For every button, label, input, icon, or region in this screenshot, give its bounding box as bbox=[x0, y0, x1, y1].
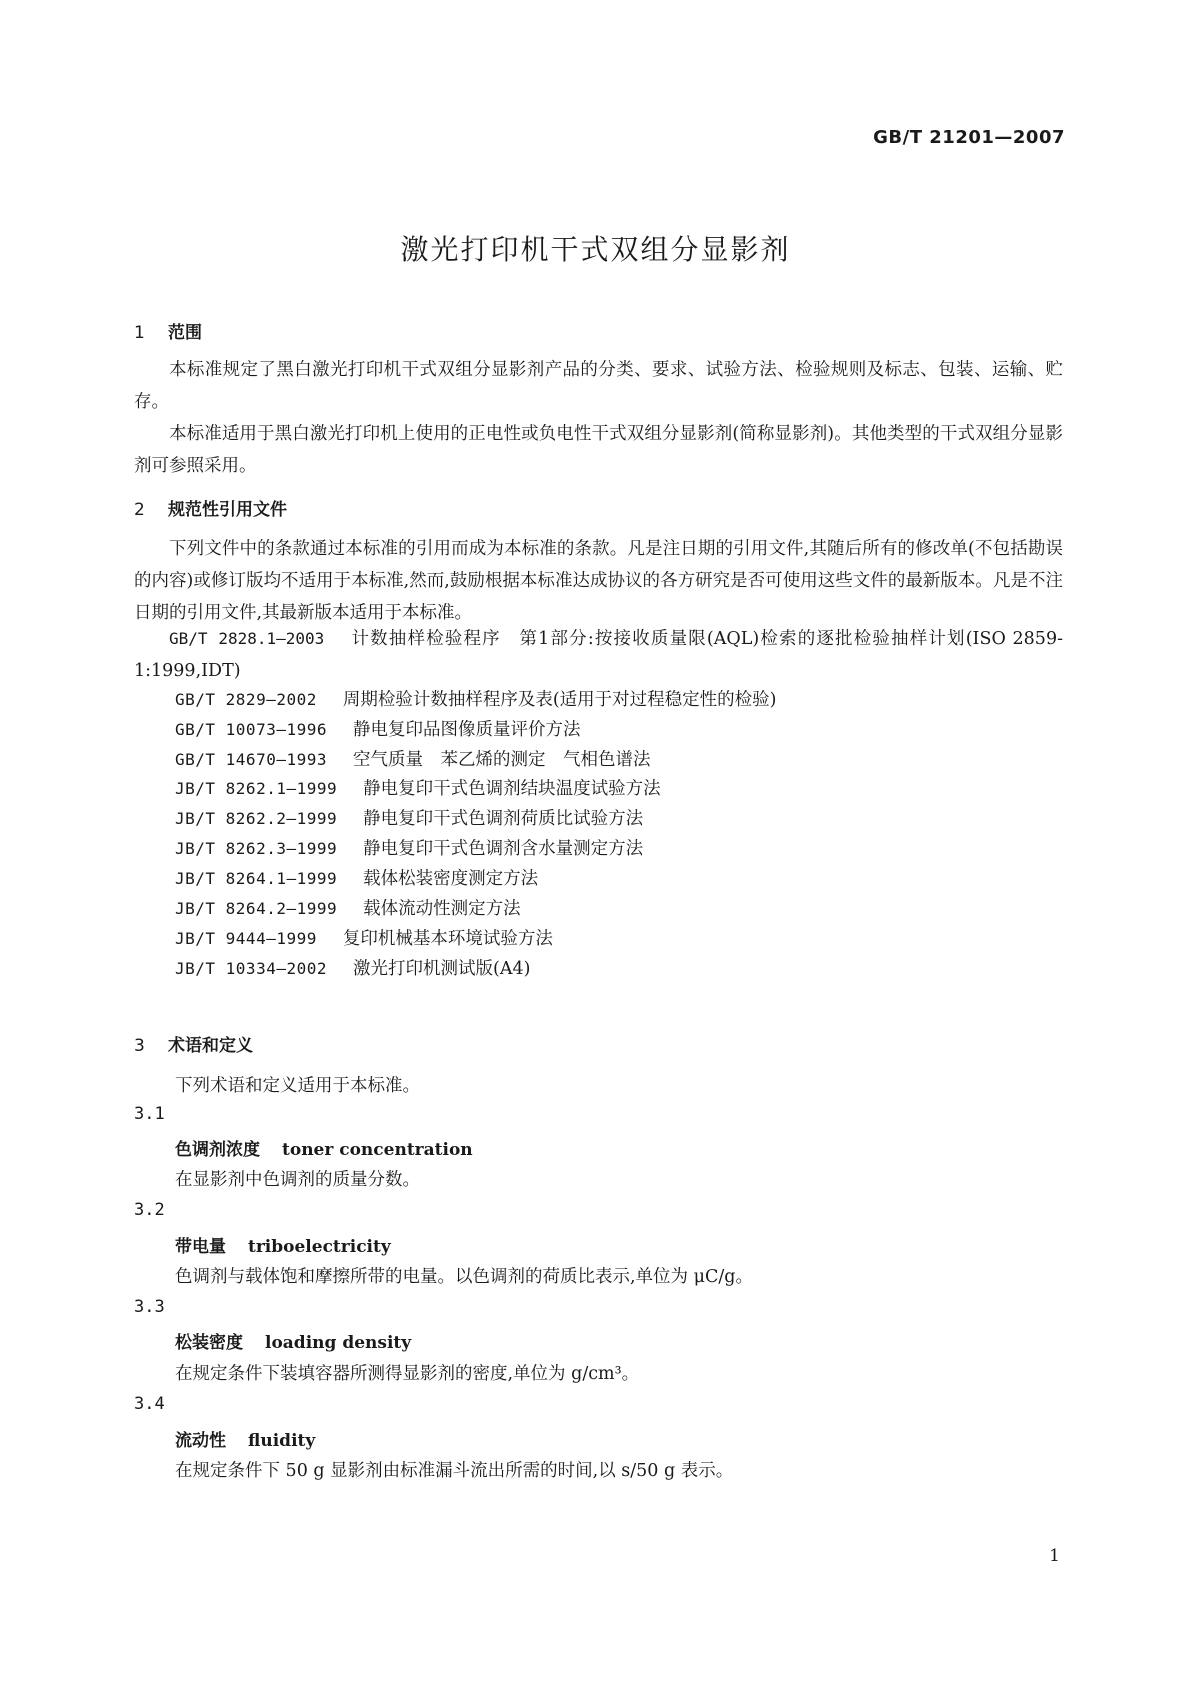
term-zh: 带电量 bbox=[175, 1237, 226, 1257]
reference-item bbox=[175, 985, 201, 1005]
term-number: 3.1 bbox=[134, 1104, 165, 1124]
term-definition: 在显影剂中色调剂的质量分数。 bbox=[175, 1170, 420, 1190]
reference-code: GB/T 2828.1—2003 bbox=[169, 629, 325, 648]
reference-code: JB/T 8262.2—1999 bbox=[175, 809, 338, 828]
section-title: 范围 bbox=[168, 323, 202, 343]
reference-item bbox=[175, 686, 777, 711]
term-zh: 流动性 bbox=[175, 1431, 226, 1451]
reference-code: JB/T 8264.2—1999 bbox=[175, 899, 338, 918]
reference-title: 周期检验计数抽样程序及表(适用于对过程稳定性的检验) bbox=[342, 690, 777, 710]
reference-code: GB/T 10073—1996 bbox=[175, 720, 327, 739]
term-heading bbox=[175, 1135, 473, 1160]
term-en: loading density bbox=[265, 1333, 412, 1353]
reference-item bbox=[175, 925, 553, 950]
reference-item bbox=[175, 955, 530, 980]
reference-title: 载体流动性测定方法 bbox=[363, 899, 521, 919]
reference-item bbox=[175, 775, 661, 800]
reference-code: JB/T 8262.3—1999 bbox=[175, 839, 338, 858]
section-title: 规范性引用文件 bbox=[168, 500, 287, 520]
section-heading-normative-references bbox=[134, 495, 287, 520]
term-number: 3.3 bbox=[134, 1297, 165, 1317]
term-definition: 在规定条件下 50 g 显影剂由标准漏斗流出所需的时间,以 s/50 g 表示。 bbox=[175, 1461, 734, 1481]
reference-code: JB/T 8262.1—1999 bbox=[175, 779, 338, 798]
term-en: triboelectricity bbox=[248, 1237, 391, 1257]
section-heading-terms-and-definitions bbox=[134, 1031, 253, 1056]
section-heading-scope bbox=[134, 318, 202, 343]
term-en: toner concentration bbox=[282, 1140, 473, 1160]
reference-title: 复印机械基本环境试验方法 bbox=[342, 929, 553, 949]
reference-item bbox=[175, 716, 581, 741]
section-number: 1 bbox=[134, 323, 145, 343]
section-number: 2 bbox=[134, 500, 145, 520]
paragraph: 下列文件中的条款通过本标准的引用而成为本标准的条款。凡是注日期的引用文件,其随后所有的修改单(不包括勘误的内容)或修订版均不适用于本标准,然而,鼓励根据本标准达成协议的各方研究是否可使用这些文件的最新版本。凡是不注日期的引用文件,其最新版本适用于本标准。 bbox=[134, 539, 1063, 623]
section-number: 3 bbox=[134, 1036, 145, 1056]
standard-number: GB/T 21201—2007 bbox=[873, 127, 1065, 148]
term-definition: 在规定条件下装填容器所测得显影剂的密度,单位为 g/cm³。 bbox=[175, 1364, 640, 1384]
reference-code: JB/T 8264.1—1999 bbox=[175, 869, 338, 888]
reference-code: JB/T 9444—1999 bbox=[175, 929, 317, 948]
reference-code: GB/T 2829—2002 bbox=[175, 690, 317, 709]
term-zh: 松装密度 bbox=[175, 1333, 243, 1353]
section-title: 术语和定义 bbox=[168, 1036, 253, 1056]
reference-code: GB/T 14670—1993 bbox=[175, 750, 327, 769]
reference-item bbox=[175, 865, 538, 890]
reference-code: JB/T 10334—2002 bbox=[175, 959, 327, 978]
reference-title: 计数抽样检验程序 第1部分:按接收质量限(AQL)检索的逐批检验抽样计划(ISO 2859-1:1999,IDT) bbox=[134, 629, 1063, 681]
term-zh: 色调剂浓度 bbox=[175, 1140, 260, 1160]
term-heading bbox=[175, 1232, 391, 1257]
reference-title: 静电复印品图像质量评价方法 bbox=[353, 720, 581, 740]
reference-title: 静电复印干式色调剂结块温度试验方法 bbox=[363, 779, 661, 799]
paragraph: 本标准规定了黑白激光打印机干式双组分显影剂产品的分类、要求、试验方法、检验规则及标志、包装、运输、贮存。 bbox=[134, 360, 1063, 412]
reference-title: 空气质量 苯乙烯的测定 气相色谱法 bbox=[353, 750, 651, 770]
term-heading bbox=[175, 1426, 315, 1451]
paragraph: 本标准适用于黑白激光打印机上使用的正电性或负电性干式双组分显影剂(简称显影剂)。其他类型的干式双组分显影剂可参照采用。 bbox=[134, 424, 1063, 476]
page-number: 1 bbox=[1049, 1546, 1060, 1566]
term-number: 3.4 bbox=[134, 1394, 165, 1414]
reference-item bbox=[175, 895, 521, 920]
reference-title: 载体松装密度测定方法 bbox=[363, 869, 539, 889]
term-number: 3.2 bbox=[134, 1200, 165, 1220]
reference-title: 静电复印干式色调剂荷质比试验方法 bbox=[363, 809, 644, 829]
reference-title: 静电复印干式色调剂含水量测定方法 bbox=[363, 839, 644, 859]
term-en: fluidity bbox=[248, 1431, 316, 1451]
reference-item bbox=[175, 805, 643, 830]
reference-item bbox=[134, 623, 1063, 687]
reference-item bbox=[175, 835, 643, 860]
section-intro: 下列术语和定义适用于本标准。 bbox=[175, 1076, 420, 1096]
term-heading bbox=[175, 1328, 411, 1353]
reference-title: 激光打印机测试版(A4) bbox=[353, 959, 531, 979]
reference-item bbox=[175, 746, 651, 771]
term-definition: 色调剂与载体饱和摩擦所带的电量。以色调剂的荷质比表示,单位为 μC/g。 bbox=[175, 1267, 753, 1287]
document-title: 激光打印机干式双组分显影剂 bbox=[400, 233, 791, 266]
